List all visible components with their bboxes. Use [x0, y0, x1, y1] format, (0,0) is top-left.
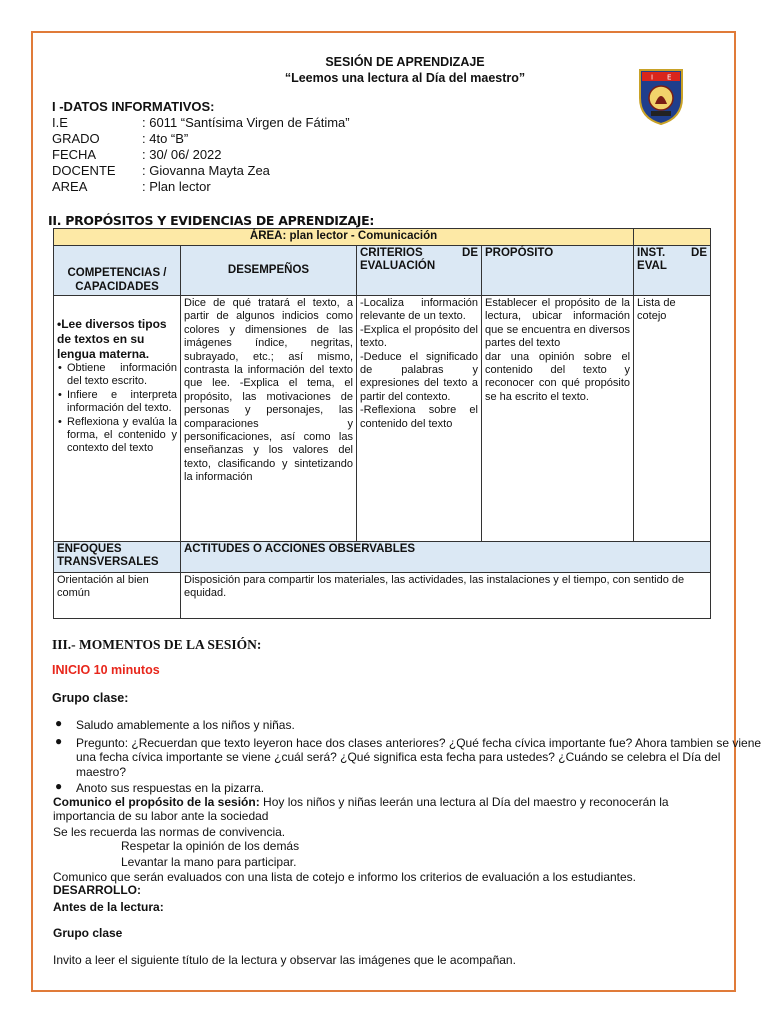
- proposito-header: PROPÓSITO: [482, 246, 634, 296]
- grupo-clase-heading-2: Grupo clase: [53, 926, 123, 940]
- actitud-cell: Disposición para compartir los materiales, las actividades, las instalaciones y el tiempo, con sentido de equidad.: [181, 573, 711, 619]
- info-label: DOCENTE: [52, 163, 116, 178]
- criterio-item: -Deduce el significado de palabras y expresiones del texto a partir del contexto.: [360, 350, 478, 403]
- info-label: I.E: [52, 115, 68, 130]
- momentos-heading: III.- MOMENTOS DE LA SESIÓN:: [52, 637, 262, 652]
- normas-intro: Se les recuerda las normas de convivencia.: [53, 825, 286, 839]
- area-header-blank: [634, 229, 711, 246]
- info-row-docente: [52, 163, 270, 179]
- info-row-fecha: [52, 147, 222, 163]
- school-crest-logo: [637, 68, 685, 126]
- info-label: FECHA: [52, 147, 97, 162]
- svg-text:I: I: [651, 73, 654, 82]
- info-row-ie: [52, 115, 350, 131]
- bullet-item-pregunto: Pregunto: ¿Recuerdan que texto leyeron hace dos clases anteriores? ¿Qué fecha cívica importante fue? Ahora tambien se viene una fecha cívica importante se viene ¿cuál será? ¿Qué significa esta fecha para ustedes? ¿Cuándo se celebra el Día del maestro?: [76, 736, 762, 779]
- capacidad-item: • Obtiene información del texto escrito.: [67, 362, 177, 389]
- svg-text:E: E: [667, 73, 672, 82]
- criterios-cell: [357, 296, 482, 542]
- criterios-header: CRITERIOS DE EVALUACIÓN: [357, 246, 482, 296]
- info-row-area: [52, 179, 211, 195]
- bullet-item-saludo: Saludo amablemente a los niños y niñas.: [76, 718, 295, 732]
- info-value: : 6011 “Santísima Virgen de Fátima”: [142, 115, 350, 130]
- info-label: AREA: [52, 179, 88, 194]
- bullet-icon: ●: [55, 734, 63, 748]
- session-subtitle: “Leemos una lectura al Día del maestro”: [284, 71, 526, 85]
- comunico-proposito: [53, 795, 713, 824]
- info-value: : Giovanna Mayta Zea: [142, 163, 270, 178]
- evidencias-table: [53, 228, 711, 619]
- proposito-cell: [482, 296, 634, 542]
- enfoques-header: ENFOQUES TRANSVERSALES: [54, 542, 181, 573]
- info-value: : 30/ 06/ 2022: [142, 147, 222, 162]
- capacidad-item: • Infiere e interpreta información del texto.: [67, 389, 177, 416]
- desempenos-header: DESEMPEÑOS: [181, 246, 357, 296]
- competencia-text: •Lee diversos tipos de textos en su lengua materna.: [57, 317, 167, 361]
- antes-lectura-heading: Antes de la lectura:: [53, 900, 164, 914]
- actitudes-header: ACTITUDES O ACCIONES OBSERVABLES: [181, 542, 711, 573]
- desempenos-cell: Dice de qué tratará el texto, a partir de algunos indicios como colores y dimensiones de las imágenes índice, negritas, subrayado, etc.; así mismo, contrasta la información del texto que lee. -Explica el tema, el propósito, las motivaciones de personas y personajes, las comparaciones y personificaciones, así como las enseñanzas y los valores del texto, clasificando y sintetizando la información: [181, 296, 357, 542]
- inicio-heading: INICIO 10 minutos: [52, 663, 160, 677]
- propositos-heading: II. PROPÓSITOS Y EVIDENCIAS DE APRENDIZAJE:: [48, 213, 375, 228]
- competencias-header: COMPETENCIAS / CAPACIDADES: [54, 246, 181, 296]
- norma-item: Levantar la mano para participar.: [121, 855, 297, 869]
- capacidades-list: [57, 362, 177, 456]
- comunico-label: Comunico el propósito de la sesión:: [53, 795, 260, 809]
- bullet-icon: ●: [55, 779, 63, 793]
- area-header: ÁREA: plan lector - Comunicación: [54, 229, 634, 246]
- comunico-text: Hoy los niños y niñas leerán una lectura al Día del maestro y reconocerán la importancia de su labor ante la sociedad: [53, 795, 669, 824]
- info-value: : Plan lector: [142, 179, 211, 194]
- proposito-text: dar una opinión sobre el contenido del texto y reconocer con qué propósito se ha escrito el texto.: [485, 350, 631, 403]
- grupo-clase-heading: Grupo clase:: [52, 691, 129, 705]
- norma-item: Respetar la opinión de los demás: [121, 839, 300, 853]
- criterio-item: -Localiza información relevante de un texto.: [360, 297, 478, 323]
- bullet-icon: ●: [55, 716, 63, 730]
- info-label: GRADO: [52, 131, 100, 146]
- inst-cell: Lista de cotejo: [634, 296, 711, 542]
- criterio-item: -Reflexiona sobre el contenido del texto: [360, 404, 478, 430]
- bullet-item-anoto: Anoto sus respuestas en la pizarra.: [76, 781, 265, 795]
- session-title: SESIÓN DE APRENDIZAJE: [325, 55, 485, 69]
- invito-text: Invito a leer el siguiente título de la lectura y observar las imágenes que le acompañan.: [53, 953, 516, 967]
- info-value: : 4to “B”: [142, 131, 189, 146]
- desarrollo-heading: DESARROLLO:: [53, 883, 141, 897]
- datos-heading: I -DATOS INFORMATIVOS:: [52, 99, 215, 114]
- inst-header: INST. DE EVAL: [634, 246, 711, 296]
- evaluacion-text: Comunico que serán evaluados con una lista de cotejo e informo los criterios de evaluación a los estudiantes.: [53, 870, 637, 884]
- capacidad-item: • Reflexiona y evalúa la forma, el contenido y contexto del texto: [67, 416, 177, 456]
- competencias-cell: [54, 296, 181, 542]
- criterio-item: -Explica el propósito del texto.: [360, 323, 478, 350]
- proposito-text: Establecer el propósito de la lectura, ubicar información que se encuentra en diversos partes del texto: [485, 297, 631, 350]
- info-row-grado: [52, 131, 188, 147]
- enfoque-cell: Orientación al bien común: [54, 573, 181, 619]
